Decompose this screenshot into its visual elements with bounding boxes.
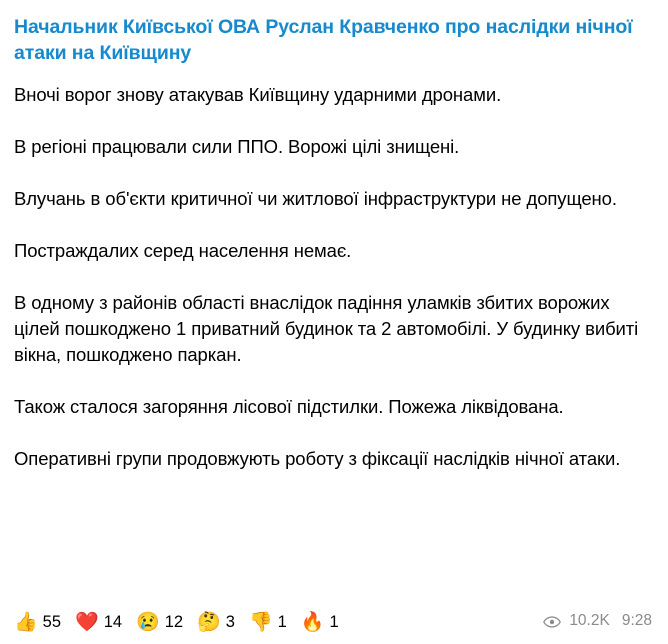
reaction-count: 1 xyxy=(329,613,339,631)
post-paragraph: Вночі ворог знову атакував Київщину ударними дронами. xyxy=(14,84,502,105)
post-paragraph: В одному з районів області внаслідок падіння уламків збитих ворожих цілей пошкоджено 1 приватний будинок та 2 автомобілі. У будинку вибиті вікна, пошкоджено паркан. xyxy=(14,292,639,365)
reaction-count: 12 xyxy=(164,613,184,631)
reaction-count: 3 xyxy=(225,613,235,631)
eye-icon xyxy=(543,615,561,627)
thumbs-down-icon: 👎 xyxy=(248,612,273,633)
post-paragraph: Постраждалих серед населення немає. xyxy=(14,240,352,261)
heart-icon: ❤️ xyxy=(75,612,99,633)
fire-icon: 🔥 xyxy=(300,612,325,633)
post-paragraph: Також сталося загоряння лісової підстилки. Пожежа ліквідована. xyxy=(14,396,564,417)
post-title: Начальник Київської ОВА Руслан Кравченко про наслідки нічної атаки на Київщину xyxy=(14,16,633,64)
post-time: 9:28 xyxy=(621,612,652,629)
crying-reaction[interactable] xyxy=(136,613,183,632)
thinking-face-icon: 🤔 xyxy=(197,612,221,633)
post-paragraph: Оперативні групи продовжують роботу з фіксації наслідків нічної атаки. xyxy=(14,448,621,469)
fire-reaction[interactable] xyxy=(301,613,339,632)
crying-face-icon: 😢 xyxy=(136,612,160,633)
reaction-count: 14 xyxy=(103,613,123,631)
reaction-count: 55 xyxy=(42,613,62,631)
thinking-reaction[interactable] xyxy=(197,613,235,632)
post-meta xyxy=(543,612,652,630)
post-paragraph: Влучань в об'єкти критичної чи житлової інфраструктури не допущено. xyxy=(14,188,617,209)
reactions-bar xyxy=(14,613,339,632)
thumbs-up-icon: 👍 xyxy=(14,612,38,633)
heart-reaction[interactable] xyxy=(75,613,122,632)
reaction-count: 1 xyxy=(277,613,287,631)
view-count: 10.2K xyxy=(569,612,610,629)
thumbs-down-reaction[interactable] xyxy=(249,613,287,632)
thumbs-up-reaction[interactable] xyxy=(14,613,61,632)
post-body xyxy=(14,82,654,472)
post-paragraph: В регіоні працювали сили ППО. Ворожі цілі знищені. xyxy=(14,136,460,157)
